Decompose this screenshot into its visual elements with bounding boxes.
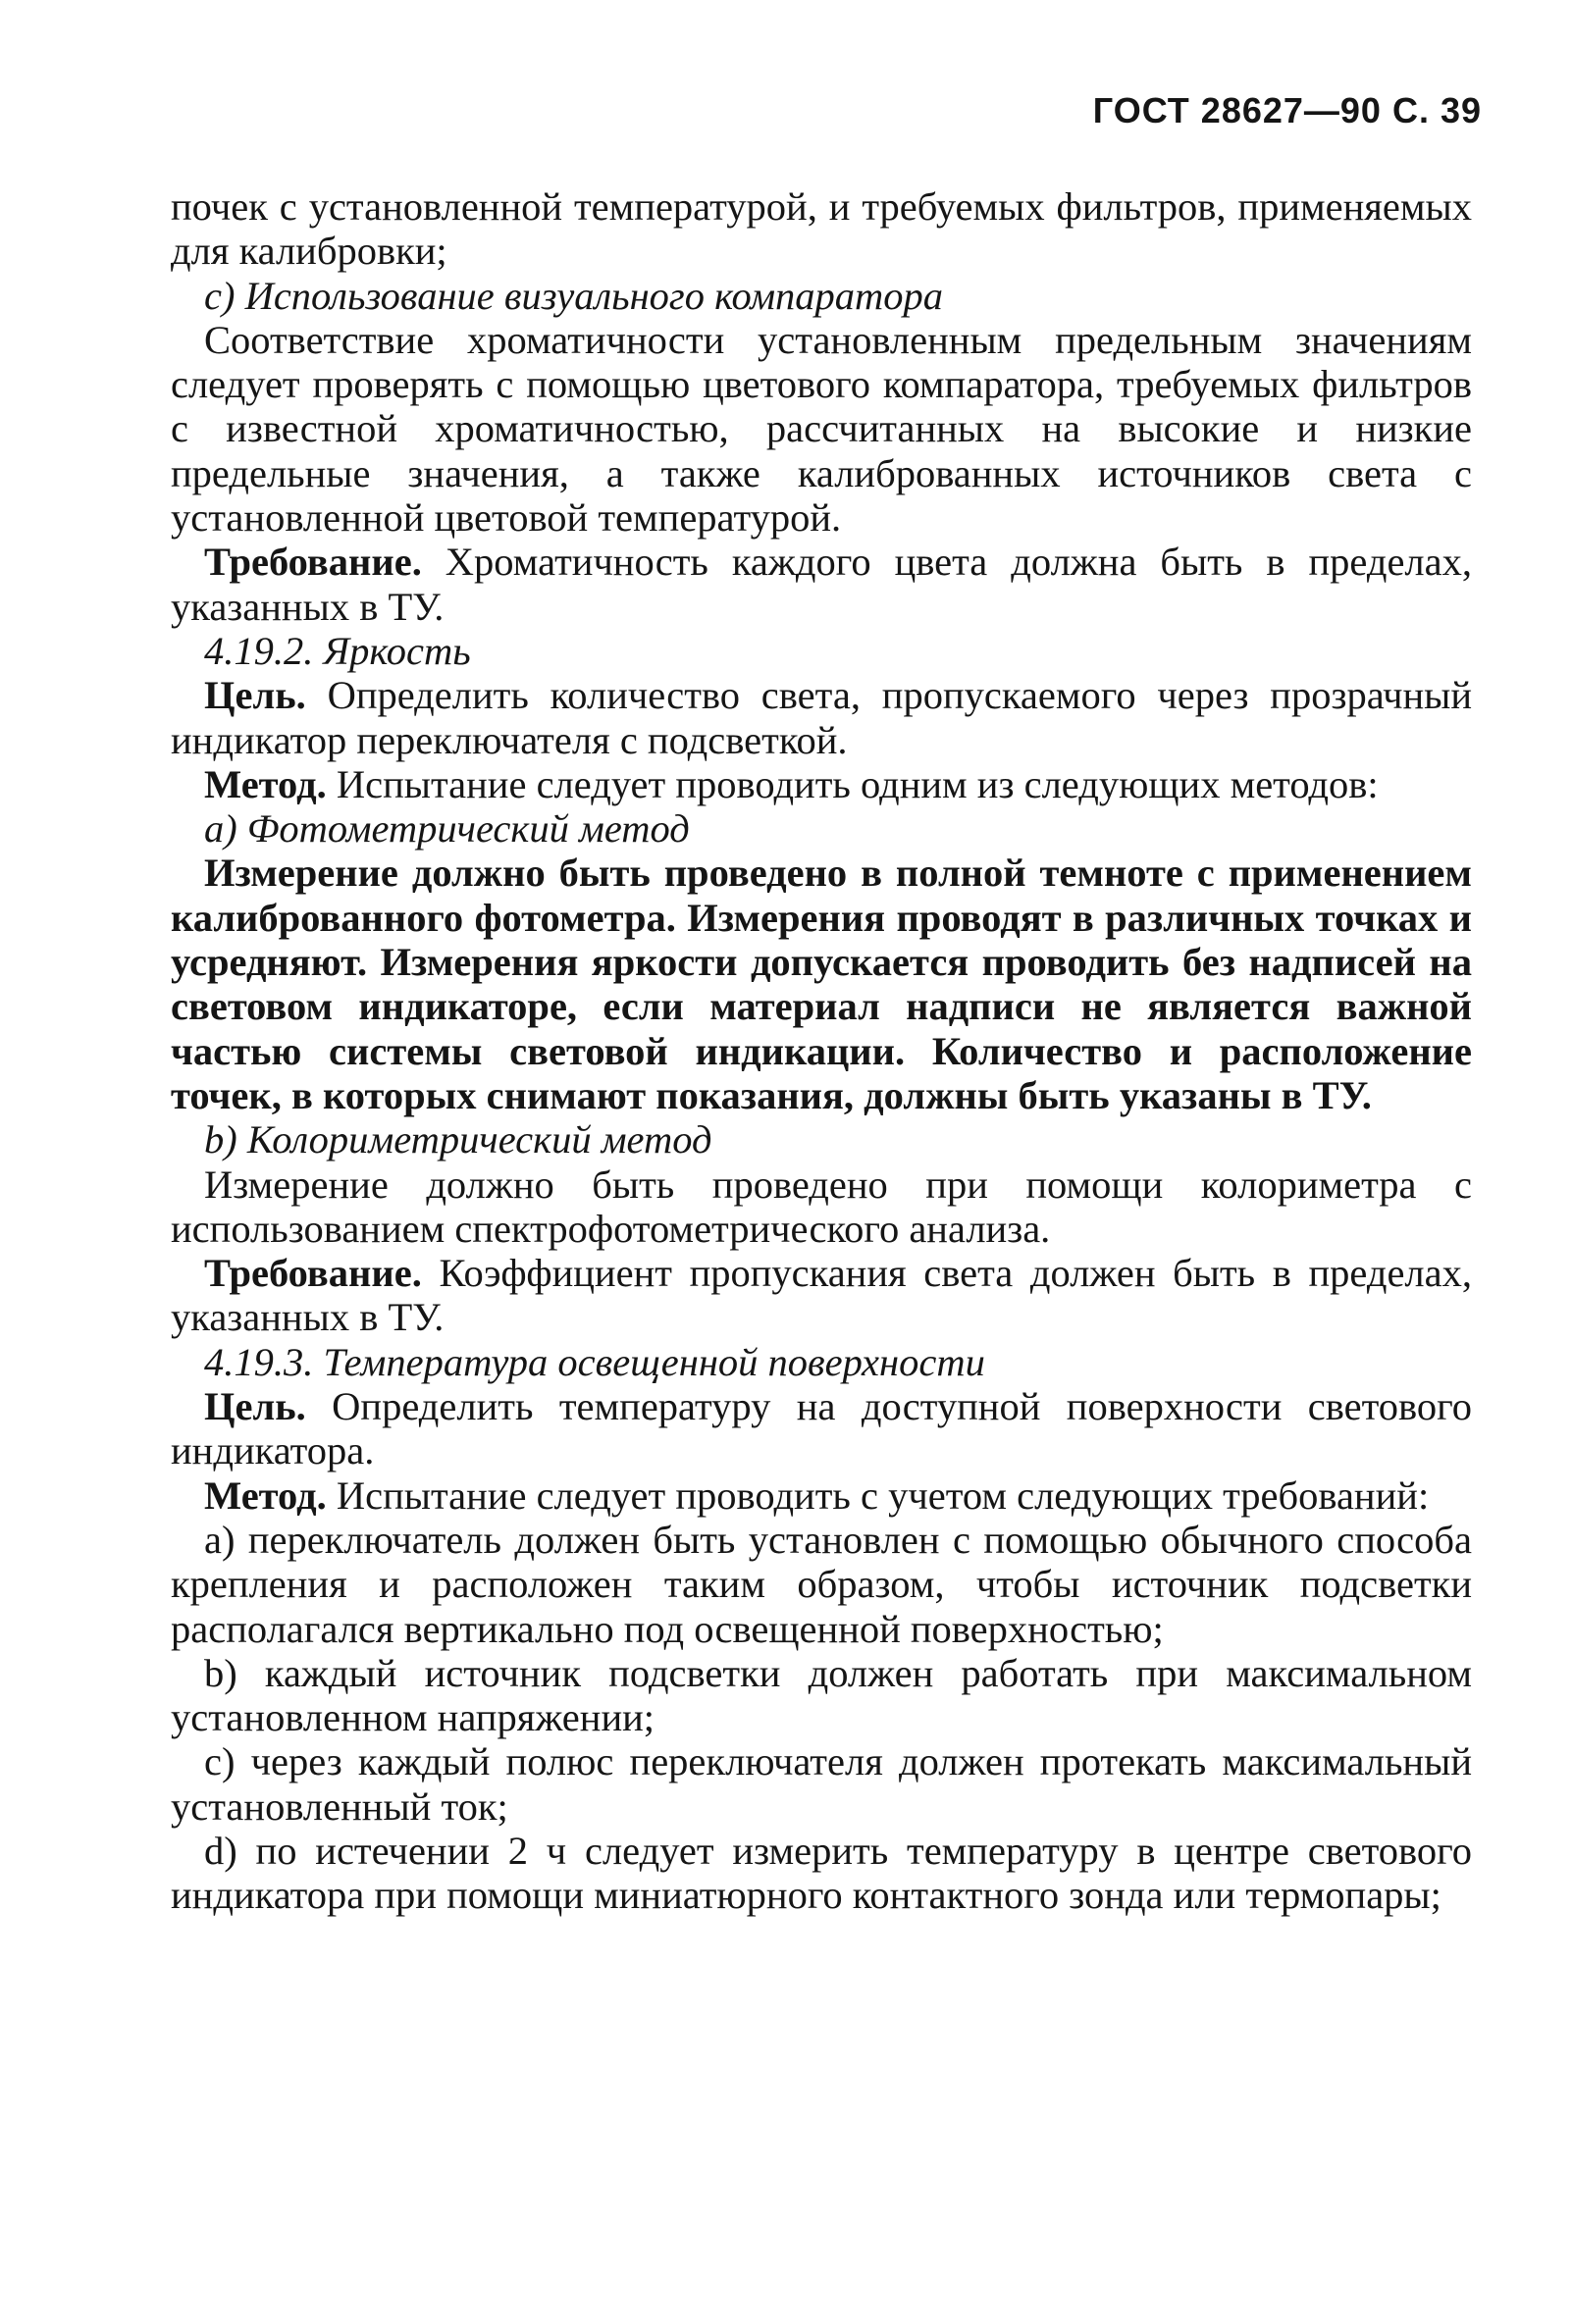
paragraph-photometric-text: Измерение должно быть проведено в полной темноте с применением калиброванного фотометра. Измерения проводят в различных точках и усредняют. Измерения яркости допускается проводить без надписей на световом индикаторе, если материал надписи не является важной частью системы световой индикации. Количество и расположение точек, в которых снимают показания, должны быть указаны в ТУ. bbox=[171, 851, 1472, 1117]
subsection-c-title bbox=[171, 274, 1472, 318]
list-item-c-text: c) через каждый полюс переключателя должен протекать максимальный установленный ток; bbox=[171, 1739, 1472, 1829]
requirement-1-text: Хроматичность каждого цвета должна быть в пределах, указанных в ТУ. bbox=[171, 540, 1472, 629]
method-2 bbox=[171, 1473, 1472, 1518]
paragraph-1-text: почек с установленной температурой, и требуемых фильтров, применяемых для калибровки; bbox=[171, 184, 1472, 274]
list-item-d bbox=[171, 1829, 1472, 1918]
subsection-b-title-text: b) Колориметрический метод bbox=[204, 1117, 712, 1162]
requirement-2 bbox=[171, 1251, 1472, 1340]
requirement-2-text: Коэффициент пропускания света должен быть в пределах, указанных в ТУ. bbox=[171, 1251, 1472, 1340]
method-1 bbox=[171, 762, 1472, 806]
section-4-19-3-title-text: 4.19.3. Температура освещенной поверхности bbox=[204, 1339, 985, 1384]
paragraph-1 bbox=[171, 184, 1472, 274]
paragraph-3-text: Соответствие хроматичности установленным предельным значениям следует проверять с помощью цветового компаратора, требуемых фильтров с известной хроматичностью, рассчитанных на высокие и низкие предельные значения, а также калиброванных источников света с установленной цветовой температурой. bbox=[171, 317, 1472, 541]
goal-2-lead: Цель. bbox=[204, 1384, 306, 1429]
running-header: ГОСТ 28627—90 С. 39 bbox=[1092, 90, 1482, 130]
subsection-a-title bbox=[171, 806, 1472, 851]
goal-2-text: Определить температуру на доступной поверхности светового индикатора. bbox=[171, 1384, 1472, 1473]
method-2-lead: Метод. bbox=[204, 1472, 327, 1518]
section-4-19-2-title bbox=[171, 629, 1472, 673]
paragraph-photometric bbox=[171, 851, 1472, 1117]
subsection-b-title bbox=[171, 1117, 1472, 1162]
list-item-a-text: a) переключатель должен быть установлен с помощью обычного способа крепления и расположен таким образом, чтобы источник подсветки располагался вертикально под освещенной поверхностью; bbox=[171, 1517, 1472, 1651]
list-item-b-text: b) каждый источник подсветки должен работать при максимальном установленном напряжении; bbox=[171, 1650, 1472, 1740]
paragraph-colorimetric bbox=[171, 1162, 1472, 1252]
method-2-text: Испытание следует проводить с учетом следующих требований: bbox=[326, 1472, 1430, 1518]
requirement-2-lead: Требование. bbox=[204, 1251, 422, 1296]
goal-2 bbox=[171, 1384, 1472, 1473]
section-4-19-3-title bbox=[171, 1340, 1472, 1384]
method-1-text: Испытание следует проводить одним из следующих методов: bbox=[326, 761, 1379, 806]
requirement-1-lead: Требование. bbox=[204, 540, 422, 585]
goal-1-text: Определить количество света, пропускаемого через прозрачный индикатор переключателя с подсветкой. bbox=[171, 673, 1472, 762]
list-item-d-text: d) по истечении 2 ч следует измерить температуру в центре светового индикатора при помощи миниатюрного контактного зонда или термопары; bbox=[171, 1828, 1472, 1918]
subsection-c-title-text: c) Использование визуального компаратора bbox=[204, 273, 944, 318]
subsection-a-title-text: a) Фотометрический метод bbox=[204, 806, 690, 852]
page-body bbox=[171, 184, 1472, 1918]
paragraph-colorimetric-text: Измерение должно быть проведено при помощи колориметра с использованием спектрофотометрического анализа. bbox=[171, 1162, 1472, 1251]
method-1-lead: Метод. bbox=[204, 761, 327, 806]
list-item-a bbox=[171, 1518, 1472, 1651]
goal-1-lead: Цель. bbox=[204, 673, 306, 718]
paragraph-3 bbox=[171, 318, 1472, 540]
list-item-b bbox=[171, 1651, 1472, 1740]
section-4-19-2-title-text: 4.19.2. Яркость bbox=[204, 628, 471, 673]
requirement-1 bbox=[171, 540, 1472, 629]
goal-1 bbox=[171, 673, 1472, 762]
list-item-c bbox=[171, 1739, 1472, 1829]
